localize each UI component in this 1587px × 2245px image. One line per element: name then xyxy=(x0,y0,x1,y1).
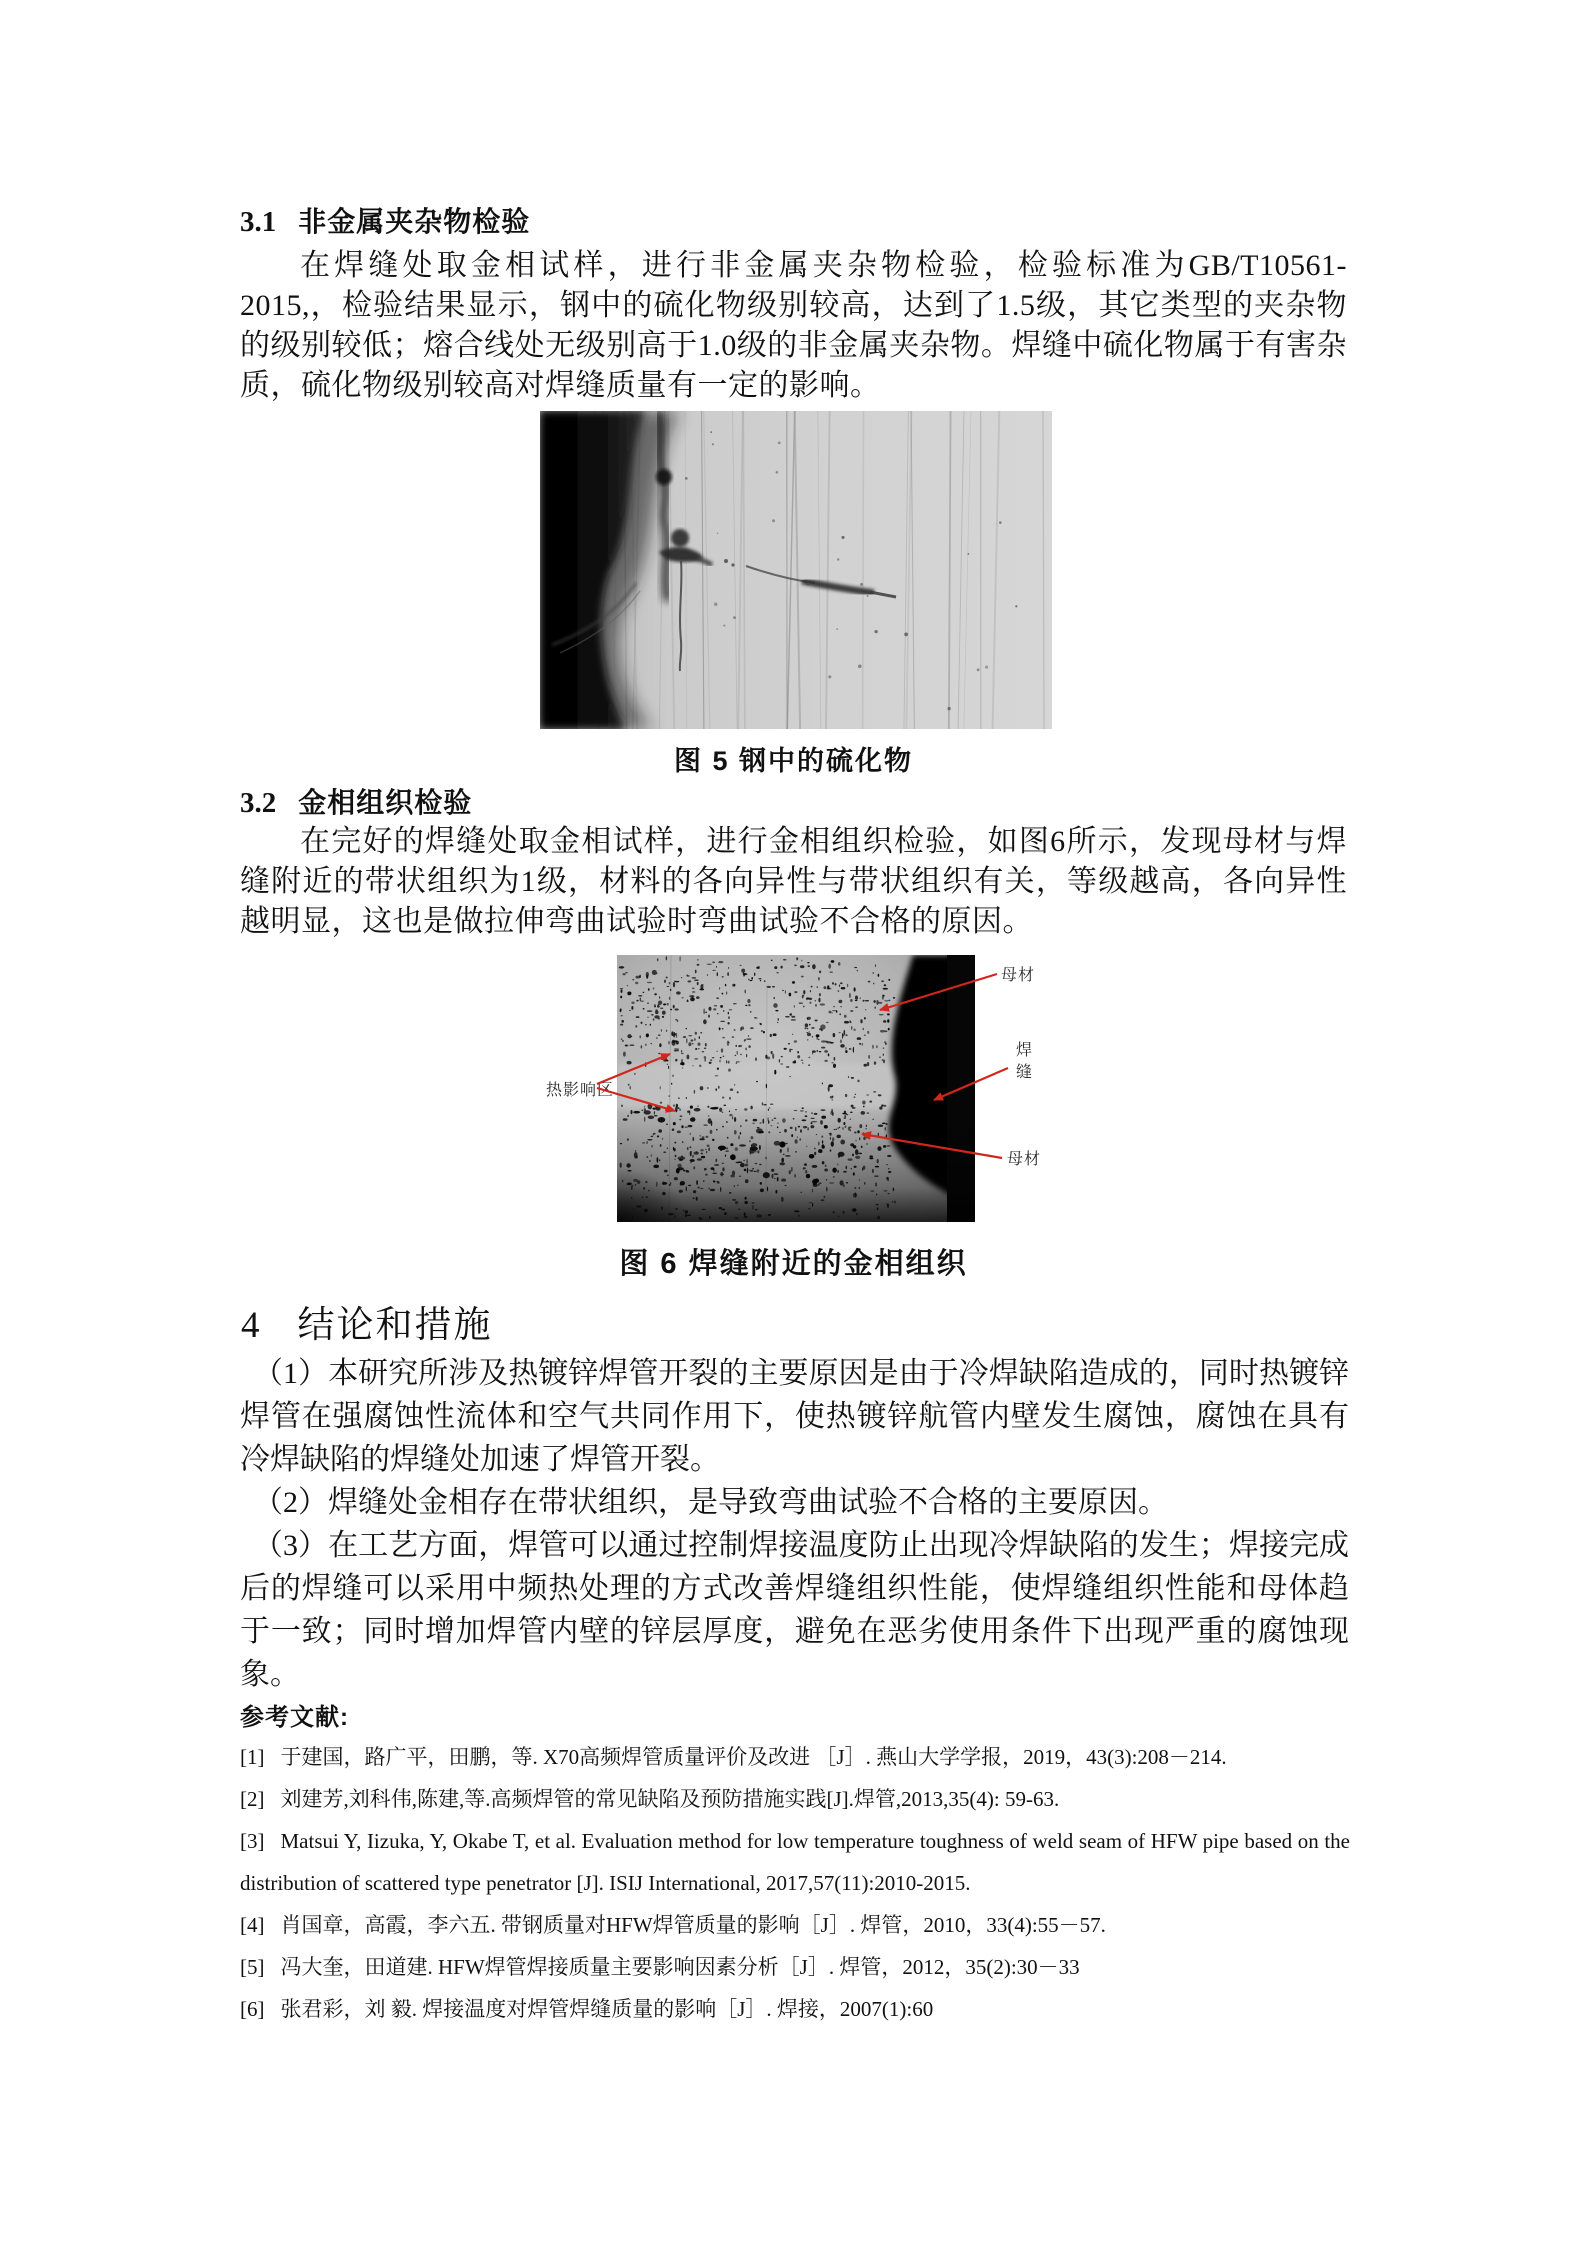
section-number: 4 xyxy=(241,1305,262,1346)
conclusion-item: （1）本研究所涉及热镀锌焊管开裂的主要原因是由于冷焊缺陷造成的，同时热镀锌焊管在强腐蚀性流体和空气共同作用下，使热镀锌航管内壁发生腐蚀，腐蚀在具有冷焊缺陷的焊缝处加速了焊管开裂。 xyxy=(240,1357,1349,1476)
reference-text: 肖国章，高霞，李六五. 带钢质量对HFW焊管质量的影响［J］. 焊管，2010，33(4):55－57. xyxy=(280,1913,1106,1937)
arrow-haz-upper xyxy=(597,1054,670,1084)
figure5-caption: 图 5 钢中的硫化物 xyxy=(673,746,914,776)
paragraph-metallographic-test: 在完好的焊缝处取金相试样，进行金相组织检验，如图6所示，发现母材与焊缝附近的带状组织为1级，材料的各向异性与带状组织有关，等级越高，各向异性越明显，这也是做拉伸弯曲试验时弯曲试验不合格的原因。 xyxy=(240,825,1347,938)
references-list xyxy=(240,1736,1350,2030)
conclusion-item: （2）焊缝处金相存在带状组织，是导致弯曲试验不合格的主要原因。 xyxy=(253,1486,1168,1519)
figure5-image xyxy=(540,411,1052,729)
conclusion-item: （3）在工艺方面，焊管可以通过控制焊接温度防止出现冷焊缺陷的发生；焊接完成后的焊缝可以采用中频热处理的方式改善焊缝组织性能，使焊缝组织性能和母体趋于一致；同时增加焊管内壁的锌层厚度，避免在恶劣使用条件下出现严重的腐蚀现象。 xyxy=(240,1529,1349,1691)
section-title: 金相组织检验 xyxy=(298,787,473,818)
reference-item xyxy=(240,1904,1350,1946)
reference-item xyxy=(240,1778,1350,1820)
figure5-micrograph xyxy=(540,411,1052,729)
figure6-caption: 图 6 焊缝附近的金相组织 xyxy=(619,1248,968,1280)
reference-id: [1] xyxy=(240,1745,265,1769)
figure6-annotated xyxy=(480,950,1100,1260)
reference-text: Matsui Y, Iizuka, Y, Okabe T, et al. Evaluation method for low temperature toughness of weld seam of HFW pipe based on the distribution of scattered type penetrator [J]. ISIJ International, 2017,57(11):2010-2015. xyxy=(240,1829,1350,1895)
reference-item xyxy=(240,1736,1350,1778)
reference-item xyxy=(240,1988,1350,2030)
arrow-base-metal-top xyxy=(880,974,997,1010)
arrow-haz-lower xyxy=(597,1088,675,1111)
label-base-metal-bottom: 母材 xyxy=(1007,1151,1042,1168)
reference-text: 刘建芳,刘科伟,陈建,等.高频焊管的常见缺陷及预防措施实践[J].焊管,2013,35(4): 59-63. xyxy=(280,1787,1060,1811)
section-number: 3.2 xyxy=(240,787,277,819)
section-3-2-heading xyxy=(240,781,472,821)
reference-text: 张君彩，刘 毅. 焊接温度对焊管焊缝质量的影响［J］. 焊接，2007(1):60 xyxy=(280,1997,934,2021)
label-weld-seam: 焊缝 xyxy=(1016,1042,1034,1081)
reference-id: [3] xyxy=(240,1829,265,1853)
reference-id: [4] xyxy=(240,1913,265,1937)
reference-text: 冯大奎，田道建. HFW焊管焊接质量主要影响因素分析［J］. 焊管，2012，35(2):30－33 xyxy=(280,1955,1080,1979)
paragraph-inclusion-test: 在焊缝处取金相试样，进行非金属夹杂物检验，检验标准为GB/T10561-2015,，检验结果显示，钢中的硫化物级别较高，达到了1.5级，其它类型的夹杂物的级别较低；熔合线处无级别高于1.0级的非金属夹杂物。焊缝中硫化物属于有害杂质，硫化物级别较高对焊缝质量有一定的影响。 xyxy=(240,249,1347,402)
arrow-base-metal-bottom xyxy=(862,1134,1002,1158)
label-base-metal-top: 母材 xyxy=(1001,967,1036,984)
section-title: 非金属夹杂物检验 xyxy=(298,206,531,237)
section-title: 结论和措施 xyxy=(297,1305,493,1346)
reference-id: [5] xyxy=(240,1955,265,1979)
reference-item xyxy=(240,1820,1350,1904)
reference-id: [6] xyxy=(240,1997,265,2021)
label-heat-affected-zone: 热影响区 xyxy=(546,1082,615,1099)
section-number: 3.1 xyxy=(240,206,277,238)
reference-id: [2] xyxy=(240,1787,265,1811)
annotation-arrows xyxy=(480,950,1100,1260)
reference-item xyxy=(240,1946,1350,1988)
references-heading: 参考文献: xyxy=(240,1704,349,1731)
conclusions xyxy=(240,1352,1349,1696)
section-4-heading xyxy=(241,1294,493,1348)
section-3-1-heading xyxy=(240,200,530,240)
reference-text: 于建国，路广平，田鹏，等. X70高频焊管质量评价及改进 ［J］. 燕山大学学报，2019，43(3):208－214. xyxy=(280,1745,1227,1769)
arrow-weld-seam xyxy=(934,1068,1008,1100)
